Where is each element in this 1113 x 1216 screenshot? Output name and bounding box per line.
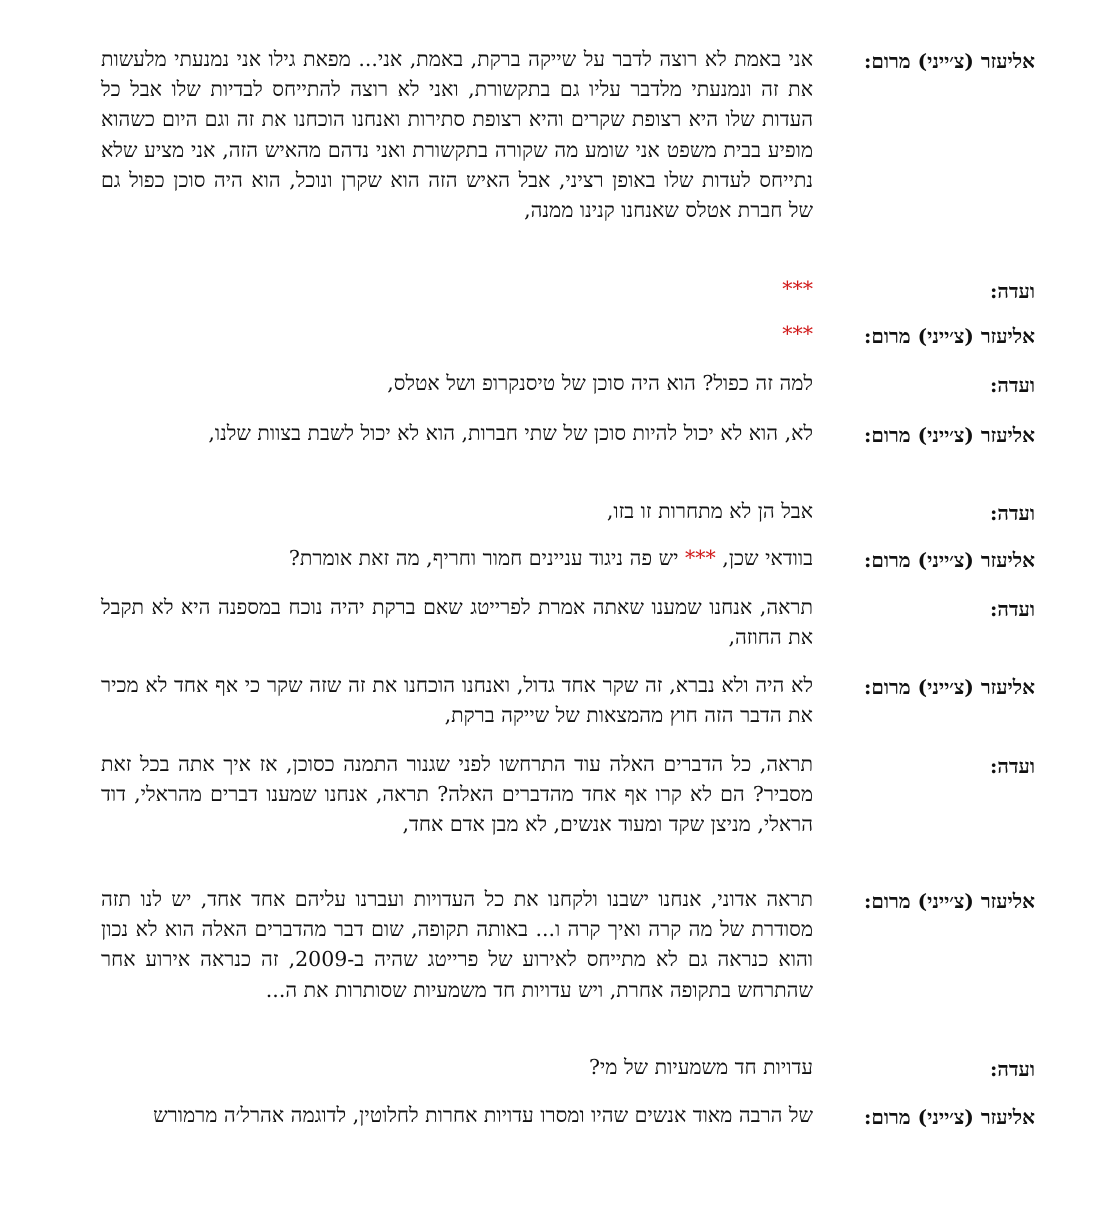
speaker-label: אליעזר (צ׳ייני) מרום: <box>863 548 1035 572</box>
transcript-entry <box>65 670 1035 730</box>
utterance-segment: עדויות חד משמעיות של מי? <box>588 1055 813 1079</box>
speaker-label: ועדה: <box>990 1057 1035 1081</box>
utterance-text <box>101 418 813 450</box>
speaker-label: אליעזר (צ׳ייני) מרום: <box>863 423 1035 447</box>
transcript-entry <box>65 496 1035 528</box>
transcript-entry <box>65 884 1035 1005</box>
utterance-segment: יש פה ניגוד עניינים חמור וחריף, מה זאת אומרת? <box>288 546 686 570</box>
utterance-text <box>101 670 813 730</box>
redaction-marker: *** <box>782 277 813 301</box>
transcript-entry <box>65 592 1035 652</box>
utterance-text <box>101 496 813 528</box>
transcript-entry <box>65 1100 1035 1132</box>
speaker-label: אליעזר (צ׳ייני) מרום: <box>863 324 1035 348</box>
transcript-entry <box>65 418 1035 450</box>
utterance-text <box>101 592 813 652</box>
speaker-label: ועדה: <box>990 373 1035 397</box>
utterance-text <box>101 274 813 306</box>
utterance-text <box>101 319 813 351</box>
utterance-segment: אני באמת לא רוצה לדבר על שייקה ברקת, באמת, אני... מפאת גילו אני נמנעתי מלעשות את זה ונמנעתי מלדבר עליו גם בתקשורת, ואני לא רוצה להתייחס לבדיות שלו אבל כל העדות שלו היא רצופת שקרים והיא רצופת סתירות ואנחנו הוכחנו את זה וגם היום כשהוא מופיע בבית משפט אני שומע מה שקורה בתקשורת ואני נדהם מהאיש הזה, אני מציע שלא נתייחס לעדות שלו באופן רציני, אבל האיש הזה הוא שקרן ונוכל, הוא היה סוכן כפול גם של חברת אטלס שאנחנו קנינו ממנה, <box>101 47 813 223</box>
speaker-label: ועדה: <box>990 501 1035 525</box>
transcript-entry <box>65 319 1035 351</box>
utterance-text <box>101 1052 813 1084</box>
speaker-label: ועדה: <box>990 597 1035 621</box>
transcript-entry <box>65 749 1035 840</box>
transcript-entry <box>65 543 1035 575</box>
utterance-text <box>101 884 813 1005</box>
utterance-segment: תראה אדוני, אנחנו ישבנו ולקחנו את כל העדויות ועברנו עליהם אחד אחד, יש לנו תזה מסודרת של מה קרה ואיך קרה ו... באותה תקופה, שום דבר מהדברים האלה הוא לא נכון והוא כנראה גם לא מתייחס לאירוע של פרייטג שהיה ב-2009, זה כנראה אירוע אחר שהתרחש בתקופה אחרת, ויש עדויות חד משמעיות שסותרות את ה... <box>101 887 813 1002</box>
speaker-label: אליעזר (צ׳ייני) מרום: <box>863 889 1035 913</box>
utterance-text <box>101 44 813 225</box>
utterance-segment: בוודאי שכן, <box>715 546 813 570</box>
utterance-segment: של הרבה מאוד אנשים שהיו ומסרו עדויות אחרות לחלוטין, לדוגמה אהרל׳ה מרמורש <box>153 1103 813 1127</box>
speaker-label: ועדה: <box>990 754 1035 778</box>
utterance-text <box>101 749 813 840</box>
utterance-segment: תראה, כל הדברים האלה עוד התרחשו לפני שגנור התמנה כסוכן, אז איך אתה בכל זאת מסביר? הם לא קרו אף אחד מהדברים האלה? תראה, אנחנו שמענו דברים מהראלי, דוד הראלי, מניצן שקד ומעוד אנשים, לא מבן אדם אחד, <box>101 752 813 837</box>
redaction-marker: *** <box>685 546 716 570</box>
utterance-segment: למה זה כפול? הוא היה סוכן של טיסנקרופ ושל אטלס, <box>387 371 813 395</box>
transcript-entry <box>65 44 1035 225</box>
transcript-entry <box>65 368 1035 400</box>
speaker-label: אליעזר (צ׳ייני) מרום: <box>863 49 1035 73</box>
utterance-text <box>101 1100 813 1132</box>
speaker-label: ועדה: <box>990 279 1035 303</box>
utterance-text <box>101 543 813 575</box>
utterance-segment: אבל הן לא מתחרות זו בזו, <box>606 499 813 523</box>
utterance-segment: לא היה ולא נברא, זה שקר אחד גדול, ואנחנו הוכחנו את זה שזה שקר כי אף אחד לא מכיר את הדבר הזה חוץ מהמצאות של שייקה ברקת, <box>101 673 813 728</box>
utterance-text <box>101 368 813 400</box>
transcript-entry <box>65 1052 1035 1084</box>
speaker-label: אליעזר (צ׳ייני) מרום: <box>863 1105 1035 1129</box>
redaction-marker: *** <box>782 322 813 346</box>
utterance-segment: לא, הוא לא יכול להיות סוכן של שתי חברות, הוא לא יכול לשבת בצוות שלנו, <box>208 421 813 445</box>
transcript-entry <box>65 274 1035 306</box>
utterance-segment: תראה, אנחנו שמענו שאתה אמרת לפרייטג שאם ברקת יהיה נוכח במספנה היא לא תקבל את החוזה, <box>101 595 813 650</box>
speaker-label: אליעזר (צ׳ייני) מרום: <box>863 675 1035 699</box>
